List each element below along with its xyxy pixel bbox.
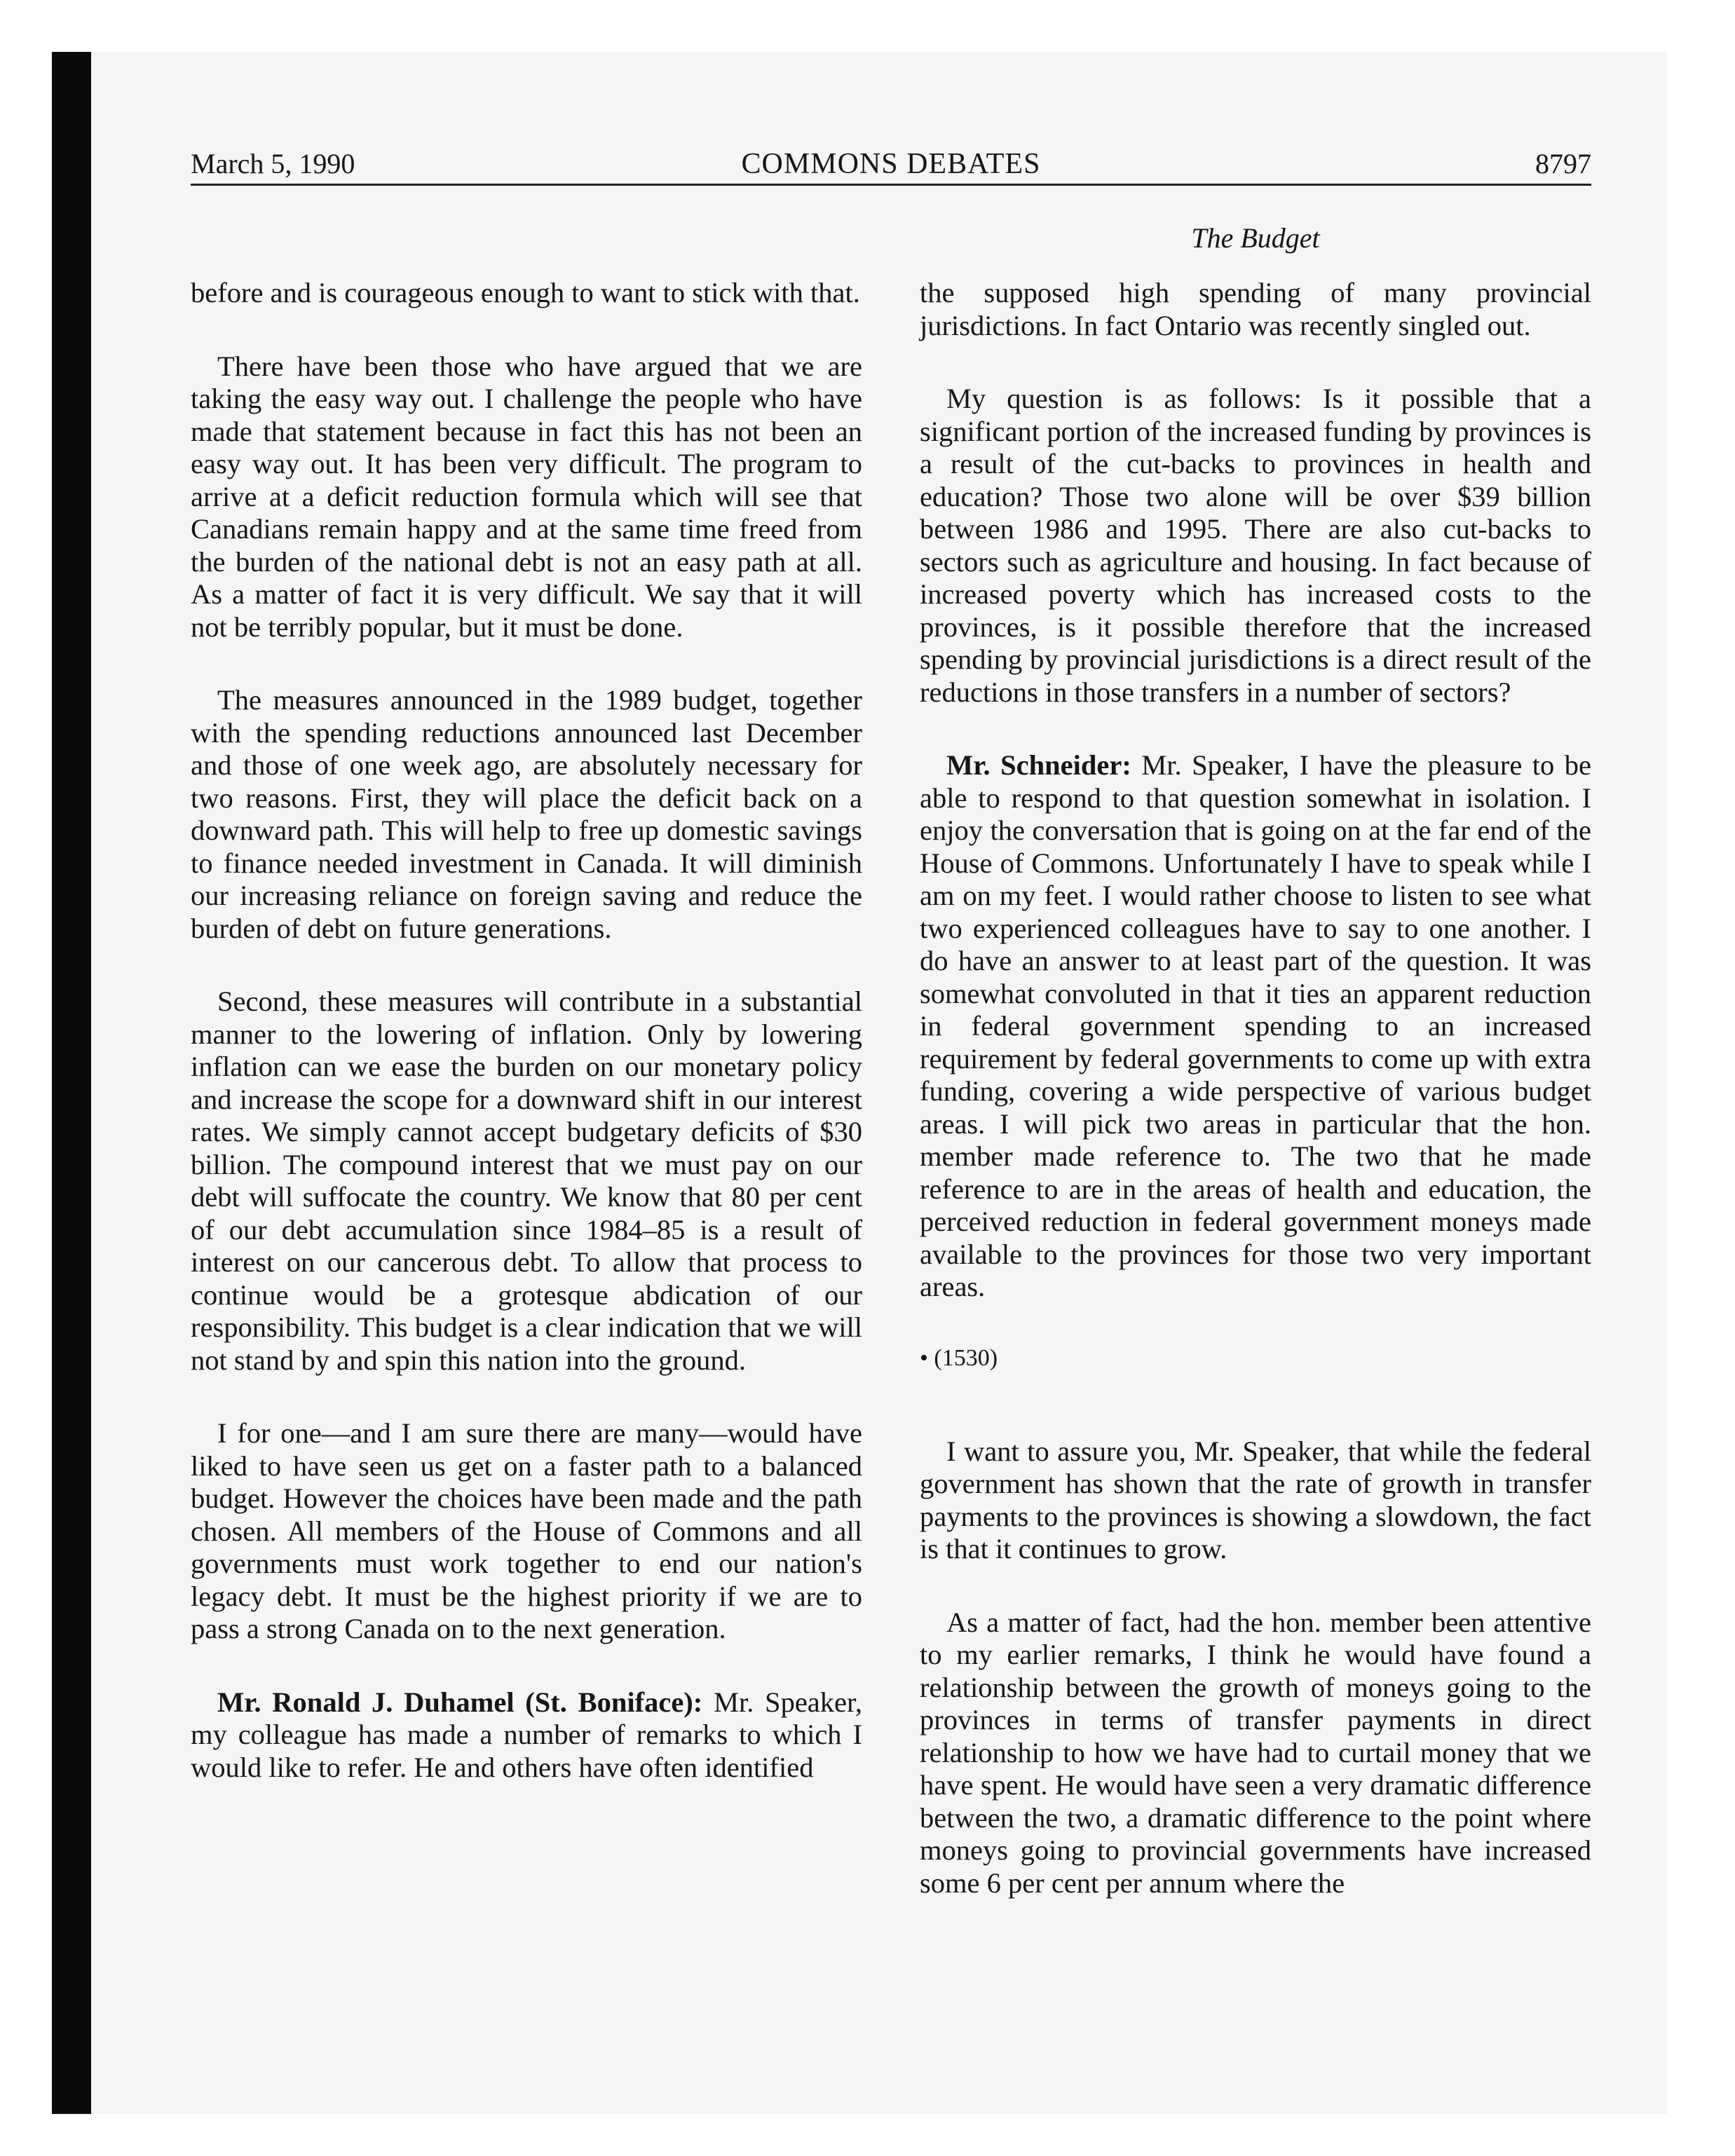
- paragraph: I for one—and I am sure there are many—would have liked to have seen us get on a faster path to a balanced budget. However the choices have been made and the path chosen. All members of the House of Commons and all governments must work together to end our nation's legacy debt. It must be the highest priority if we are to pass a strong Canada on to the next generation.: [191, 1417, 862, 1644]
- header-date: March 5, 1990: [191, 148, 355, 179]
- paragraph: My question is as follows: Is it possible that a significant portion of the increased funding by provinces is a result of the cut-backs to provinces in health and education? Those two alone will be over $39 billion between 1986 and 1995. There are also cut-backs to sectors such as agriculture and housing. In fact because of increased poverty which has increased costs to the provinces, is it possible therefore that the increased spending by provincial jurisdictions is a direct result of the reductions in those transfers in a number of sectors?: [920, 383, 1591, 708]
- paragraph: before and is courageous enough to want to stick with that.: [191, 277, 860, 308]
- time-marker: • (1530): [920, 1344, 998, 1371]
- speech-text: Mr. Speaker, I have the pleasure to be able to respond to that question somewhat in isolation. I enjoy the conversation that is going on at the far end of the House of Commons. Unfortunately I have to speak while I am on my feet. I would rather choose to listen to see what two experienced colleagues have to say to one another. I do have an answer to at least part of the question. It was somewhat convoluted in that it ties an apparent reduction in federal government spending to an increased requirement by federal governments to come up with extra funding, covering a wide perspective of various budget areas. I will pick two areas in particular that the hon. member made reference to. The two that he made reference to are in the areas of health and education, the perceived reduction in federal government moneys made available to the provinces for those two very important areas.: [920, 749, 1591, 1302]
- speech-text: Mr. Speaker, my colleague has made a number of remarks to which I would like to refer. He and others have often identified: [191, 1686, 862, 1783]
- header-rule: [191, 184, 1591, 186]
- header-title: COMMONS DEBATES: [741, 148, 1041, 180]
- speaker-name: Mr. Schneider:: [946, 749, 1131, 781]
- paragraph: The measures announced in the 1989 budget, together with the spending reductions announced last December and those of one week ago, are absolutely necessary for two reasons. First, they will place the deficit back on a downward path. This will help to free up domestic savings to finance needed investment in Canada. It will diminish our increasing reliance on foreign saving and reduce the burden of debt on future generations.: [191, 684, 862, 944]
- left-column: [191, 277, 862, 1824]
- paragraph: [920, 749, 1591, 1304]
- paragraph: Second, these measures will contribute in a substantial manner to the lowering of inflation. Only by lowering inflation can we ease the burden on our monetary policy and increase the scope for a downward shift in our interest rates. We simply cannot accept budgetary deficits of $30 billion. The compound interest that we must pay on our debt will suffocate the country. We know that 80 per cent of our debt accumulation since 1984–85 is a result of interest on our cancerous debt. To allow that process to continue would be a grotesque abdication of our responsibility. This budget is a clear indication that we will not stand by and spin this nation into the ground.: [191, 985, 862, 1376]
- paragraph: the supposed high spending of many provincial jurisdictions. In fact Ontario was recently singled out.: [920, 277, 1591, 341]
- header-page-number: 8797: [1535, 148, 1591, 179]
- running-head: The Budget: [1191, 222, 1320, 254]
- speaker-name: Mr. Ronald J. Duhamel (St. Boniface):: [217, 1686, 703, 1718]
- paragraph: As a matter of fact, had the hon. member been attentive to my earlier remarks, I think he would have found a relationship between the growth of moneys going to the provinces in terms of transfer payments in direct relationship to how we have had to curtail money that we have spent. He would have seen a very dramatic difference between the two, a dramatic difference to the point where moneys going to provincial governments have increased some 6 per cent per annum where the: [920, 1606, 1591, 1899]
- paragraph: I want to assure you, Mr. Speaker, that while the federal government has shown that the rate of growth in transfer payments to the provinces is showing a slowdown, the fact is that it continues to grow.: [920, 1435, 1591, 1564]
- paragraph: There have been those who have argued that we are taking the easy way out. I challenge the people who have made that statement because in fact this has not been an easy way out. It has been very difficult. The program to arrive at a deficit reduction formula which will see that Canadians remain happy and at the same time freed from the burden of the national debt is not an easy path at all. As a matter of fact it is very difficult. We say that it will not be terribly popular, but it must be done.: [191, 350, 862, 643]
- paragraph: [191, 1686, 862, 1785]
- right-column: [920, 277, 1591, 1940]
- page-header: [191, 140, 1591, 182]
- scan-border: [52, 52, 91, 2114]
